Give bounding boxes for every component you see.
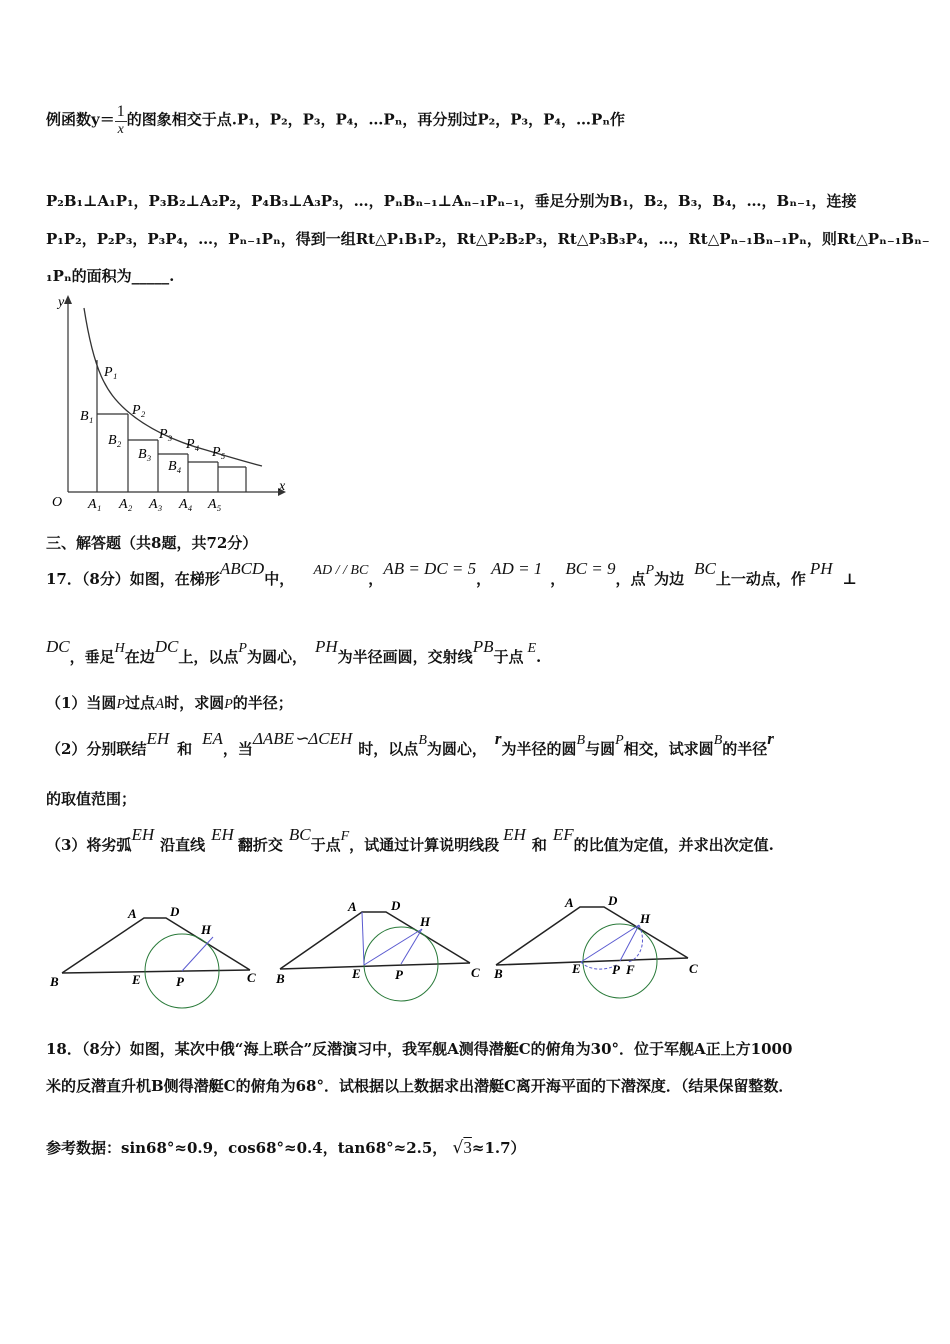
q17-math: AB = DC = 5 bbox=[383, 559, 477, 578]
q17-text: 在边 bbox=[124, 648, 155, 666]
graph-p2-label: P₂ bbox=[132, 403, 146, 418]
q17-math: B bbox=[418, 733, 427, 748]
q17-text: 时，求圆 bbox=[164, 694, 225, 712]
q17-text: 为圆心， bbox=[426, 740, 487, 758]
q17-text: 为圆心， bbox=[246, 648, 307, 666]
q17-text: 时，以点 bbox=[358, 740, 419, 758]
q17-math: ΔABE∽ΔCEH bbox=[252, 729, 353, 748]
intro-text: 例函数y＝ bbox=[46, 110, 115, 129]
q17-math: DC bbox=[154, 637, 179, 656]
intro-line-3: P₁P₂，P₂P₃，P₃P₄，…，Pₙ₋₁Pₙ，得到一组Rt△P₁B₁P₂，Rt△P₂B₂P₃，Rt△P₃B₃P₄，…，Rt△Pₙ₋₁Bₙ₋₁Pₙ，则Rt△Pₙ₋₁Bₙ₋ bbox=[46, 230, 930, 248]
graph-p3-label: P₃ bbox=[159, 427, 173, 442]
q17-math: P bbox=[238, 641, 247, 656]
q17-text: （3）将劣弧 bbox=[46, 836, 132, 854]
fig2-label-h: H bbox=[420, 914, 431, 929]
fig3-label-p: P bbox=[612, 962, 620, 977]
q17-text: 过点 bbox=[125, 694, 156, 712]
q17-text: ， bbox=[368, 570, 384, 588]
fig1-label-e: E bbox=[132, 972, 141, 987]
q17-text: 的比值为定值，并求出次定值. bbox=[573, 836, 774, 854]
q17-math: EH bbox=[146, 729, 170, 748]
q18-line-2: 米的反潜直升机B侧得潜艇C的俯角为68°．试根据以上数据求出潜艇C离开海平面的下潜深度．（结果保留整数． bbox=[46, 1077, 794, 1095]
q17-math: EH bbox=[131, 825, 155, 844]
q17-text: 的半径 bbox=[722, 740, 768, 758]
q17-math: BC = 9 bbox=[565, 559, 616, 578]
q17-math: PB bbox=[472, 637, 494, 656]
q17-text: 和 bbox=[177, 740, 193, 758]
frac-numerator: 1 bbox=[116, 103, 125, 120]
q17-math: F bbox=[340, 829, 350, 844]
q17-part-3 bbox=[46, 825, 774, 855]
q17-text: 和 bbox=[531, 836, 547, 854]
q17-math: P bbox=[615, 733, 624, 748]
fig3-label-e: E bbox=[572, 961, 581, 976]
q17-math: PH bbox=[809, 559, 833, 578]
q17-math: ABCD bbox=[219, 559, 265, 578]
q17-text: 上，以点 bbox=[178, 648, 239, 666]
frac-denominator: x bbox=[117, 122, 124, 137]
q18-ref-text: 参考数据：sin68°≈0.9，cos68°≈0.4，tan68°≈2.5， bbox=[46, 1139, 448, 1157]
q17-text: （2）分别联结 bbox=[46, 740, 147, 758]
q17-math: BC bbox=[694, 559, 716, 578]
q17-math: P bbox=[116, 697, 125, 712]
graph-a1-label: A₁ bbox=[88, 497, 102, 512]
fig2-label-d: D bbox=[391, 898, 401, 913]
intro-line-1 bbox=[46, 103, 625, 138]
q17-math: H bbox=[114, 641, 125, 656]
graph-origin-label: O bbox=[52, 495, 63, 510]
q17-math: BC bbox=[288, 825, 311, 844]
graph-p1-label: P₁ bbox=[104, 365, 118, 380]
q17-math: r bbox=[767, 729, 774, 748]
q17-math: DC bbox=[46, 637, 70, 656]
q17-text: 为边 bbox=[654, 570, 685, 588]
q17-text: ，点 bbox=[615, 570, 646, 588]
fig2-label-e: E bbox=[352, 966, 361, 981]
fig3-label-c: C bbox=[689, 961, 698, 976]
q17-text: 于点 bbox=[310, 836, 341, 854]
intro-text: 的图象相交于点.P₁，P₂，P₃，P₄，…Pₙ，再分别过P₂，P₃，P₄，…Pₙ作 bbox=[126, 110, 626, 129]
q17-text: 与圆 bbox=[585, 740, 616, 758]
q18-reference-data bbox=[46, 1137, 526, 1158]
graph-a5-label: A₅ bbox=[208, 497, 222, 512]
q17-math: EH bbox=[503, 825, 526, 844]
q17-text: 中， bbox=[264, 570, 295, 588]
fig1-label-p: P bbox=[176, 974, 184, 989]
q17-text: . bbox=[536, 648, 542, 666]
trapezoid-figure-2 bbox=[270, 893, 495, 1008]
fig3-label-a: A bbox=[565, 895, 574, 910]
graph-a4-label: A₄ bbox=[179, 497, 193, 512]
q17-part-1 bbox=[46, 692, 293, 713]
fig1-label-d: D bbox=[170, 904, 180, 919]
q17-math: AD / / BC bbox=[313, 563, 369, 578]
q17-math: AD = 1 bbox=[491, 559, 543, 578]
sqrt-radicand: 3 bbox=[463, 1138, 472, 1157]
q18-line-1: 18．（8分）如图，某次中俄“海上联合”反潜演习中，我军舰A测得潜艇C的俯角为30°．位于军舰A正上方1000 bbox=[46, 1040, 793, 1058]
fig2-label-c: C bbox=[471, 965, 480, 980]
trapezoid-figure-1 bbox=[46, 900, 271, 1015]
q17-text: 为半径的圆 bbox=[501, 740, 577, 758]
fig3-label-h: H bbox=[640, 911, 651, 926]
q17-math: r bbox=[494, 729, 502, 748]
q17-math: B bbox=[576, 733, 586, 748]
q17-line-1 bbox=[46, 559, 857, 589]
q17-math: P bbox=[645, 563, 655, 578]
graph-p4-label: P₄ bbox=[186, 437, 200, 452]
q17-text: 相交，试求圆 bbox=[623, 740, 714, 758]
q17-math: A bbox=[155, 696, 165, 712]
q17-math: PH bbox=[315, 637, 338, 656]
graph-a2-label: A₂ bbox=[119, 497, 133, 512]
fraction-1-over-x bbox=[115, 103, 127, 138]
fig3-label-b: B bbox=[494, 966, 503, 981]
q17-text: 为半径画圆，交射线 bbox=[337, 648, 473, 666]
fig1-label-a: A bbox=[128, 906, 137, 921]
fig2-label-b: B bbox=[276, 971, 285, 986]
q17-text: 于点 bbox=[493, 648, 524, 666]
q18-ref-text: ≈1.7） bbox=[471, 1139, 526, 1157]
graph-y-label: y bbox=[58, 295, 65, 310]
graph-a3-label: A₃ bbox=[149, 497, 163, 512]
fig1-label-b: B bbox=[50, 974, 59, 989]
fig2-label-a: A bbox=[348, 899, 357, 914]
graph-b4-label: B₄ bbox=[168, 459, 182, 474]
q17-text: 翻折交 bbox=[237, 836, 283, 854]
fig1-label-h: H bbox=[201, 922, 212, 937]
q17-text: 的半径； bbox=[232, 694, 293, 712]
sqrt-symbol: √3 bbox=[452, 1138, 472, 1158]
trapezoid-figure-3 bbox=[488, 890, 713, 1005]
q17-line-2 bbox=[46, 637, 542, 667]
graph-p5-label: P₅ bbox=[212, 445, 226, 460]
graph-b2-label: B₂ bbox=[108, 433, 122, 448]
q17-part-2-tail: 的取值范围； bbox=[46, 790, 137, 808]
q17-math: EA bbox=[202, 729, 223, 748]
q17-text: 17．（8分）如图，在梯形 bbox=[46, 570, 220, 588]
q17-text: 沿直线 bbox=[160, 836, 206, 854]
q17-text: ，垂足 bbox=[69, 648, 115, 666]
q17-math: P bbox=[224, 697, 233, 712]
intro-line-2: P₂B₁⊥A₁P₁，P₃B₂⊥A₂P₂，P₄B₃⊥A₃P₃，…，PₙBₙ₋₁⊥Aₙ₋₁Pₙ₋₁，垂足分别为B₁，B₂，B₃，B₄，…，Bₙ₋₁，连接 bbox=[46, 192, 857, 210]
graph-b3-label: B₃ bbox=[138, 447, 152, 462]
graph-b1-label: B₁ bbox=[80, 409, 94, 424]
q17-text: ，试通过计算说明线段 bbox=[349, 836, 500, 854]
hyperbola-graph bbox=[46, 292, 291, 517]
q17-text: 上一动点，作 bbox=[715, 570, 806, 588]
q17-text: ， bbox=[550, 570, 566, 588]
intro-line-4: ₁Pₙ的面积为_____. bbox=[46, 267, 175, 285]
q17-math: E bbox=[527, 641, 537, 656]
q17-text: ⊥ bbox=[842, 570, 857, 588]
fig3-label-f: F bbox=[626, 962, 635, 977]
fig2-label-p: P bbox=[395, 967, 403, 982]
q17-math: B bbox=[713, 733, 723, 748]
section-heading: 三、解答题（共8题，共72分） bbox=[46, 534, 258, 552]
q17-math: EF bbox=[552, 825, 574, 844]
fig1-label-c: C bbox=[247, 970, 256, 985]
q17-text: ， bbox=[476, 570, 492, 588]
q17-part-2 bbox=[46, 729, 774, 759]
q17-text: ，当 bbox=[222, 740, 253, 758]
q17-text: （1）当圆 bbox=[46, 694, 117, 712]
q17-math: EH bbox=[211, 825, 234, 844]
graph-x-label: x bbox=[279, 479, 286, 494]
fig3-label-d: D bbox=[608, 893, 618, 908]
